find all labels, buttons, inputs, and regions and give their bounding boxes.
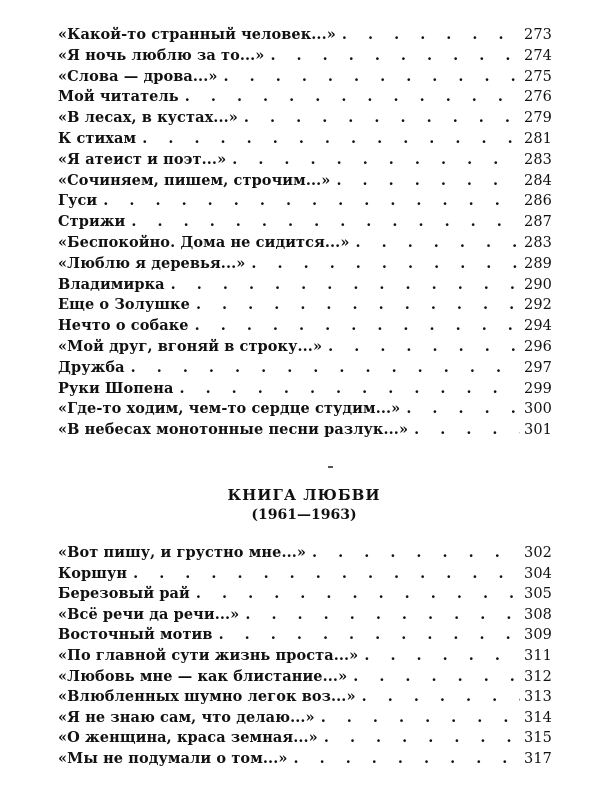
toc-entry-title: «В небесах монотонные песни разлук...» [58, 421, 409, 439]
toc-entry-page: 309 [524, 627, 552, 644]
dot-leader [196, 295, 520, 316]
toc-entry-page: 305 [524, 586, 552, 603]
dot-leader [353, 667, 520, 688]
toc-entry-page: 289 [524, 255, 552, 272]
toc-entry-title: Дружба [58, 358, 125, 376]
toc-entry [58, 379, 552, 400]
dot-leader [133, 564, 520, 585]
toc-entry-page: 313 [524, 689, 552, 706]
toc-entry [58, 358, 552, 379]
toc-entry-page: 276 [524, 89, 552, 106]
dot-leader [195, 316, 520, 337]
dot-leader [103, 191, 520, 212]
toc-entry [58, 191, 552, 212]
toc-entry [58, 708, 552, 729]
toc-entry-page: 317 [524, 750, 552, 767]
toc-entry-page: 302 [524, 545, 552, 561]
toc-list-first [58, 25, 552, 441]
toc-entry [58, 420, 552, 441]
toc-entry [58, 584, 552, 605]
dot-leader [179, 379, 520, 400]
toc-entry-page: 283 [524, 234, 552, 251]
toc-entry-title: «Вот пишу, и грустно мне...» [58, 544, 307, 561]
toc-entry-title: Стрижи [58, 213, 126, 231]
separator-mark [328, 466, 333, 468]
toc-entry [58, 316, 552, 337]
section-title: КНИГА ЛЮБВИ [227, 486, 381, 504]
toc-entry-title: «Беспокойно. Дома не сидится...» [58, 233, 350, 251]
dot-leader [224, 67, 520, 88]
toc-entry [58, 150, 552, 171]
toc-entry [58, 728, 552, 749]
toc-entry [58, 25, 552, 46]
toc-entry-title: «В лесах, в кустах...» [58, 109, 238, 127]
toc-entry-title: Гуси [58, 192, 98, 210]
toc-entry [58, 646, 552, 667]
toc-entry-title: «Мы не подумали о том...» [58, 749, 288, 767]
toc-entry-page: 308 [524, 606, 552, 623]
toc-entry-title: «Я атеист и поэт...» [58, 150, 227, 168]
toc-entry-title: Коршун [58, 564, 128, 582]
toc-entry-page: 314 [524, 709, 552, 726]
dot-leader [131, 358, 520, 379]
toc-entry [58, 87, 552, 108]
dot-leader [324, 728, 520, 749]
dot-leader [294, 749, 520, 770]
toc-entry-page: 299 [524, 380, 552, 397]
toc-entry [58, 233, 552, 254]
toc-entry-page: 300 [524, 401, 552, 418]
dot-leader [362, 687, 520, 708]
toc-entry-page: 304 [524, 565, 552, 582]
dot-leader [328, 337, 520, 358]
toc-entry-title: «Я ночь люблю за то...» [58, 46, 265, 64]
toc-entry [58, 337, 552, 358]
dot-leader [364, 646, 520, 667]
toc-entry-page: 297 [524, 359, 552, 376]
toc-entry-page: 274 [524, 47, 552, 64]
toc-entry-title: Восточный мотив [58, 626, 213, 644]
section-years: (1961—1963) [251, 507, 357, 523]
toc-entry-page: 301 [524, 422, 552, 439]
dot-leader [342, 25, 520, 46]
dot-leader [251, 254, 520, 275]
toc-entry-title: «Слова — дрова...» [58, 67, 218, 85]
toc-entry [58, 667, 552, 688]
dot-leader [131, 212, 520, 233]
toc-entry-title: «О женщина, краса земная...» [58, 729, 318, 747]
toc-entry-page: 275 [524, 68, 552, 85]
toc-entry [58, 564, 552, 585]
toc-entry-title: «По главной сути жизнь проста...» [58, 646, 359, 664]
dot-leader [171, 275, 520, 296]
toc-entry [58, 605, 552, 626]
toc-entry-page: 287 [524, 214, 552, 231]
toc-entry-page: 281 [524, 130, 552, 147]
dot-leader [321, 708, 520, 729]
toc-entry-title: «Какой-то странный человек...» [58, 26, 336, 43]
toc-entry-page: 283 [524, 151, 552, 168]
toc-entry-title: «Сочиняем, пишем, строчим...» [58, 171, 331, 189]
toc-entry [58, 687, 552, 708]
toc-entry [58, 212, 552, 233]
toc-entry-title: Руки Шопена [58, 379, 174, 397]
toc-entry [58, 46, 552, 67]
toc-entry [58, 67, 552, 88]
toc-entry-title: «Любовь мне — как блистание...» [58, 667, 348, 685]
toc-entry-title: «Люблю я деревья...» [58, 254, 246, 272]
dot-leader [356, 233, 521, 254]
toc-entry-page: 294 [524, 318, 552, 335]
toc-entry-page: 296 [524, 338, 552, 355]
dot-leader [312, 543, 520, 564]
toc-entry-title: «Мой друг, вгоняй в строку...» [58, 337, 323, 355]
dot-leader [232, 150, 520, 171]
dot-leader [270, 46, 520, 67]
toc-entry-title: «Всё речи да речи...» [58, 605, 240, 623]
dot-leader [336, 171, 520, 192]
dot-leader [244, 108, 520, 129]
toc-entry [58, 254, 552, 275]
toc-entry-title: «Влюбленных шумно легок воз...» [58, 688, 356, 706]
toc-list-second [58, 543, 552, 770]
dot-leader [185, 87, 520, 108]
toc-entry-title: Нечто о собаке [58, 317, 189, 335]
dot-leader [245, 605, 520, 626]
toc-entry [58, 749, 552, 770]
toc-entry-title: «Где-то ходим, чем-то сердце студим...» [58, 400, 401, 418]
toc-entry-title: К стихам [58, 129, 137, 147]
toc-entry-page: 286 [524, 193, 552, 210]
toc-entry-title: Мой читатель [58, 88, 179, 106]
dot-leader [142, 129, 520, 150]
toc-entry [58, 108, 552, 129]
toc-entry [58, 129, 552, 150]
toc-entry [58, 171, 552, 192]
dot-leader [414, 420, 520, 441]
toc-entry-page: 284 [524, 172, 552, 189]
toc-entry-title: Березовый рай [58, 585, 190, 603]
toc-entry-page: 311 [524, 647, 552, 664]
toc-entry-page: 290 [524, 276, 552, 293]
toc-entry [58, 275, 552, 296]
dot-leader [219, 625, 520, 646]
toc-entry [58, 295, 552, 316]
toc-entry [58, 625, 552, 646]
toc-entry-page: 312 [524, 668, 552, 685]
dot-leader [196, 584, 520, 605]
toc-entry [58, 543, 552, 564]
toc-entry-title: Еще о Золушке [58, 296, 190, 314]
toc-entry-page: 273 [524, 27, 552, 43]
toc-entry-title: «Я не знаю сам, что делаю...» [58, 708, 315, 726]
toc-entry-page: 315 [524, 730, 552, 747]
toc-entry-page: 292 [524, 297, 552, 314]
dot-leader [406, 399, 520, 420]
toc-entry [58, 399, 552, 420]
toc-entry-page: 279 [524, 110, 552, 127]
toc-entry-title: Владимирка [58, 275, 165, 293]
